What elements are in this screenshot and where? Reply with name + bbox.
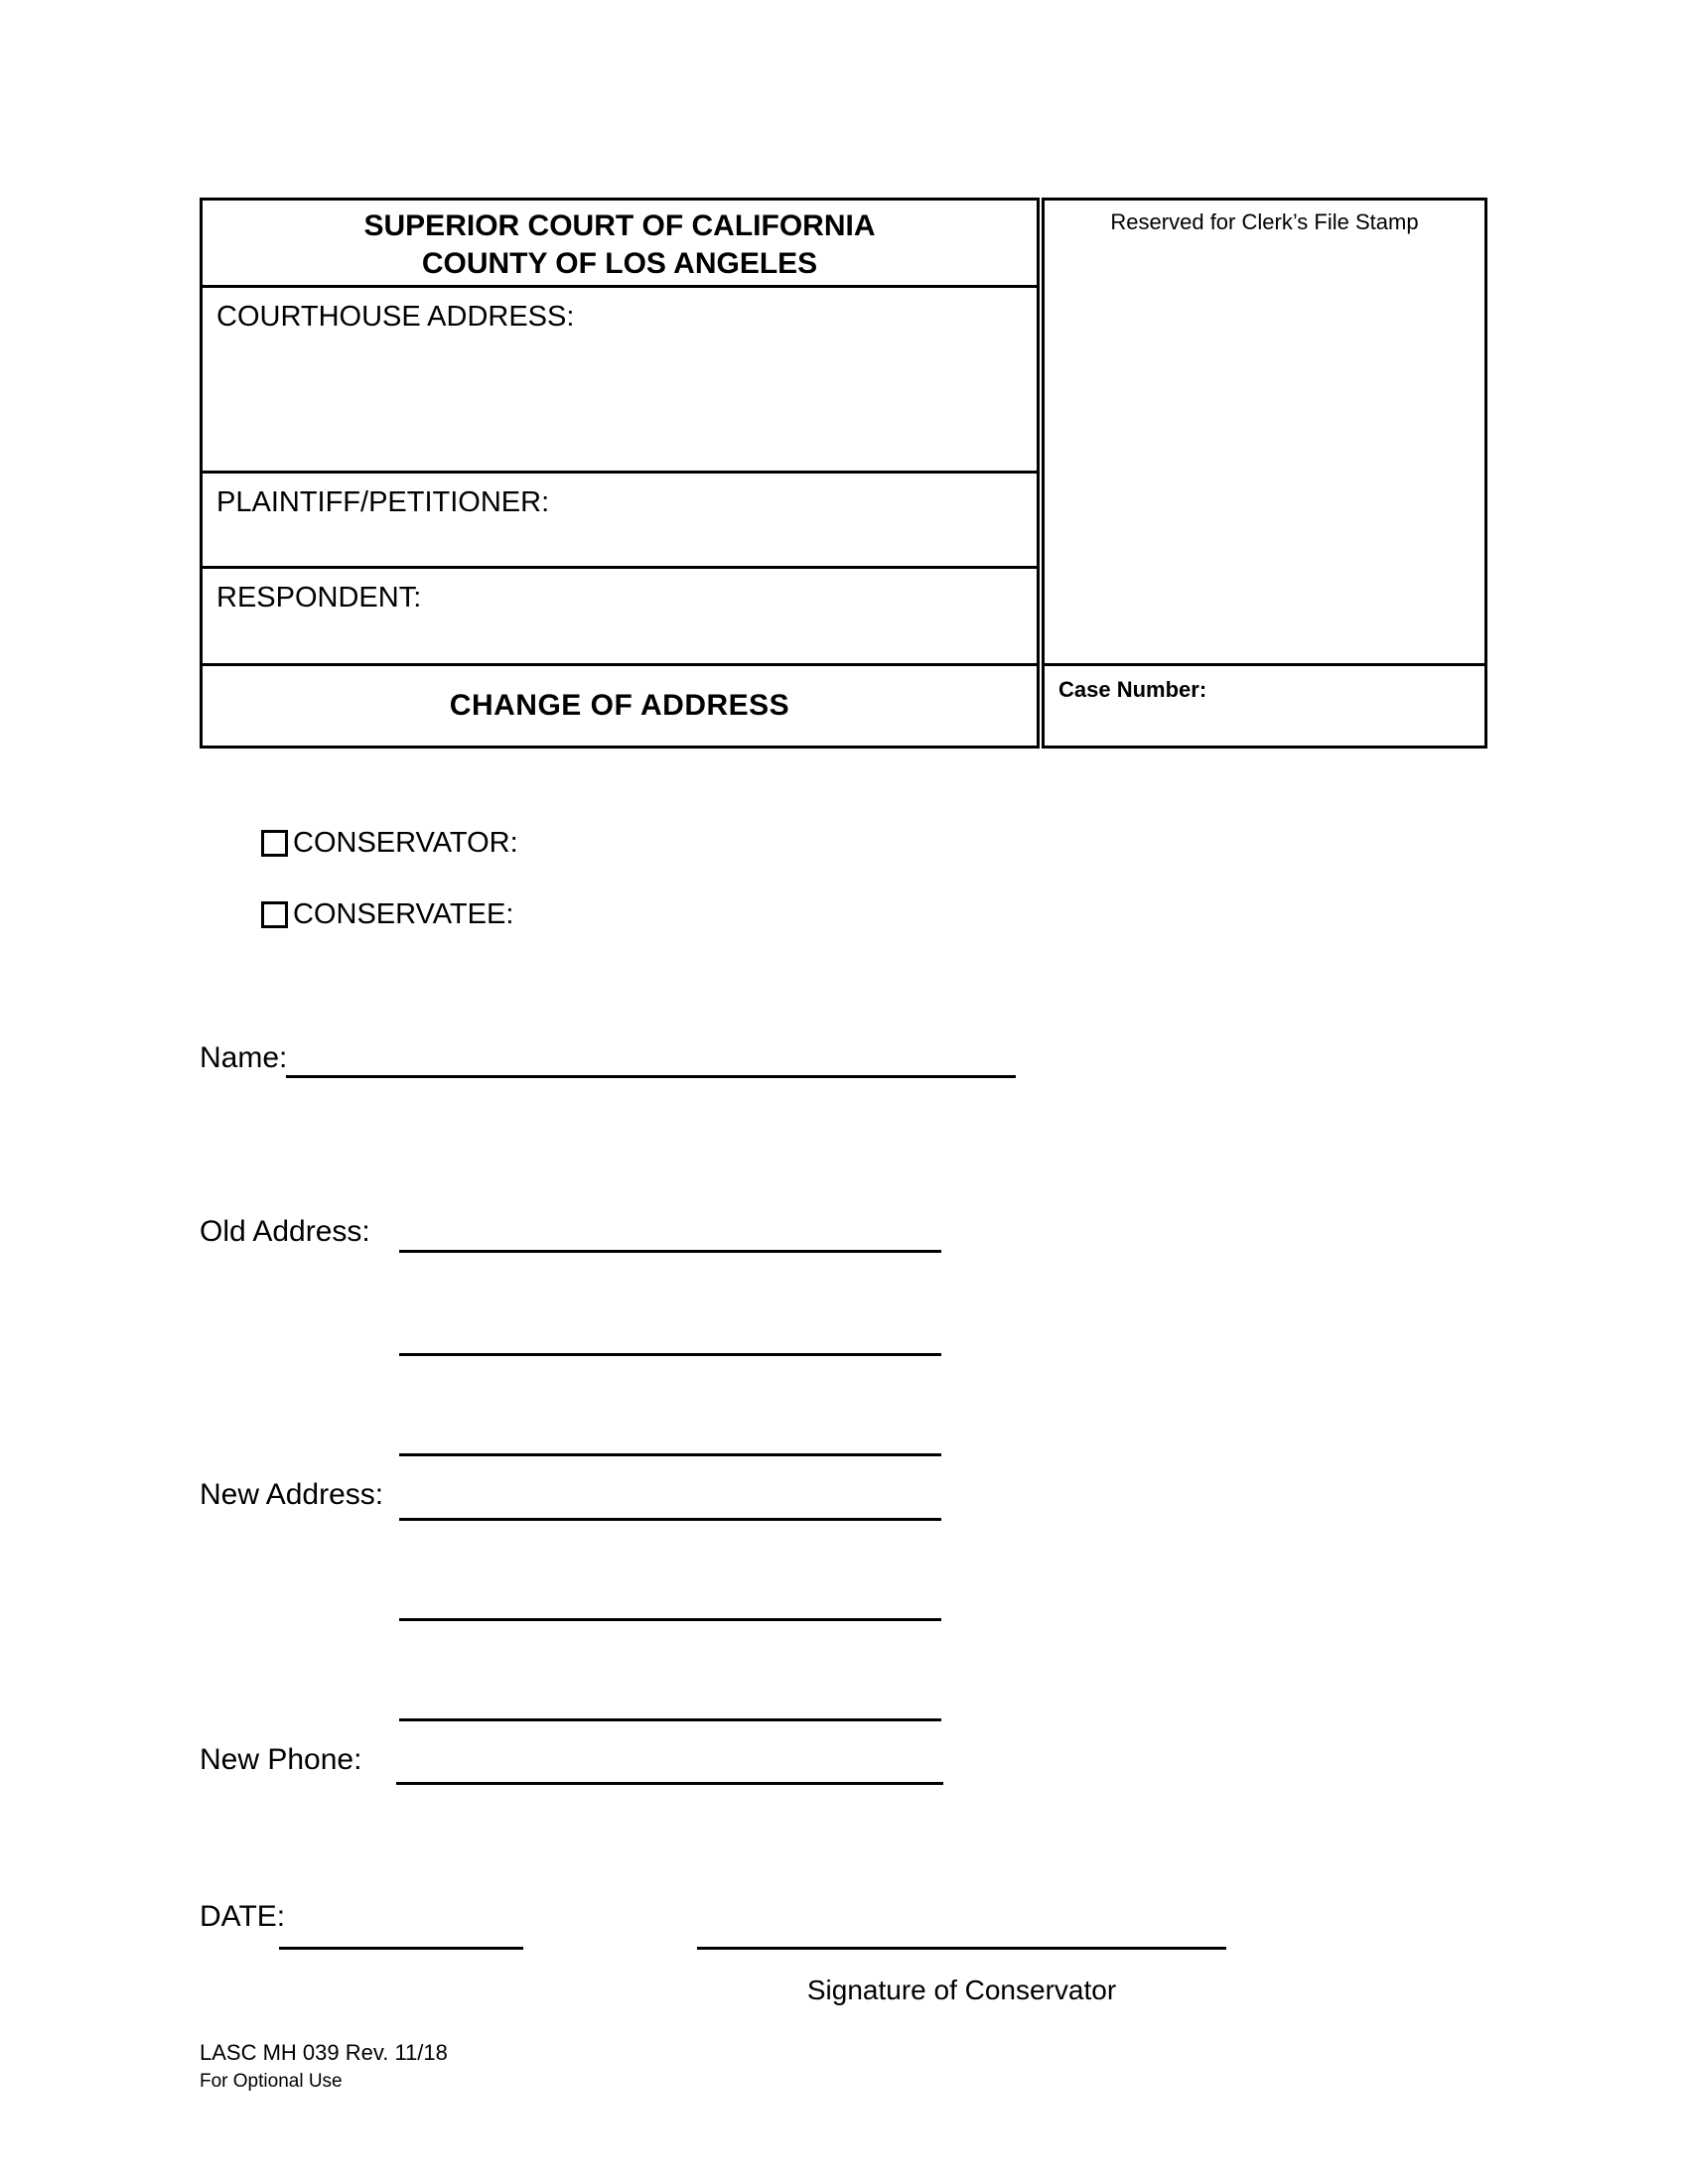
old-address-line-1[interactable] xyxy=(399,1250,941,1253)
date-line[interactable] xyxy=(279,1947,523,1950)
name-input-line[interactable] xyxy=(286,1075,1016,1078)
conservatee-checkbox[interactable] xyxy=(261,901,288,928)
court-title-line2: COUNTY OF LOS ANGELES xyxy=(421,247,818,280)
name-label: Name: xyxy=(200,1041,288,1074)
old-address-line-3[interactable] xyxy=(399,1453,941,1456)
plaintiff-petitioner-cell[interactable] xyxy=(203,474,1037,569)
conservator-row xyxy=(261,827,518,860)
form-title-text: CHANGE OF ADDRESS xyxy=(449,689,790,722)
signature-line[interactable] xyxy=(697,1947,1226,1950)
courthouse-address-cell[interactable] xyxy=(203,288,1037,474)
clerk-file-stamp-box xyxy=(1045,201,1484,666)
caption-right-column xyxy=(1042,198,1487,749)
form-number: LASC MH 039 Rev. 11/18 xyxy=(200,2040,448,2065)
new-address-line-2[interactable] xyxy=(399,1618,941,1621)
new-phone-line[interactable] xyxy=(396,1782,943,1785)
new-address-line-3[interactable] xyxy=(399,1718,941,1721)
case-caption-table xyxy=(200,198,1487,749)
respondent-cell[interactable] xyxy=(203,569,1037,666)
form-title xyxy=(203,666,1037,746)
new-address-line-1[interactable] xyxy=(399,1518,941,1521)
signature-caption: Signature of Conservator xyxy=(806,1975,1117,2005)
old-address-line-2[interactable] xyxy=(399,1353,941,1356)
date-label: DATE: xyxy=(200,1900,286,1933)
conservator-checkbox[interactable] xyxy=(261,830,288,857)
new-phone-label: New Phone: xyxy=(200,1743,362,1776)
courthouse-address-label: COURTHOUSE ADDRESS: xyxy=(216,301,575,333)
new-address-label: New Address: xyxy=(200,1478,384,1511)
old-address-label: Old Address: xyxy=(200,1215,370,1248)
clerk-file-stamp-label: Reserved for Clerk’s File Stamp xyxy=(1110,209,1419,234)
case-number-cell[interactable] xyxy=(1045,666,1484,746)
court-title-line1: SUPERIOR COURT OF CALIFORNIA xyxy=(363,209,876,242)
case-number-label: Case Number: xyxy=(1058,677,1207,702)
footer-usage-note: For Optional Use xyxy=(200,2071,343,2092)
caption-left-column xyxy=(200,198,1040,749)
conservator-label: CONSERVATOR: xyxy=(293,827,518,859)
plaintiff-petitioner-label: PLAINTIFF/PETITIONER: xyxy=(216,486,550,518)
conservatee-label: CONSERVATEE: xyxy=(293,898,514,930)
respondent-label: RESPONDENT: xyxy=(216,582,422,614)
conservatee-row xyxy=(261,898,513,931)
court-title xyxy=(203,201,1037,288)
